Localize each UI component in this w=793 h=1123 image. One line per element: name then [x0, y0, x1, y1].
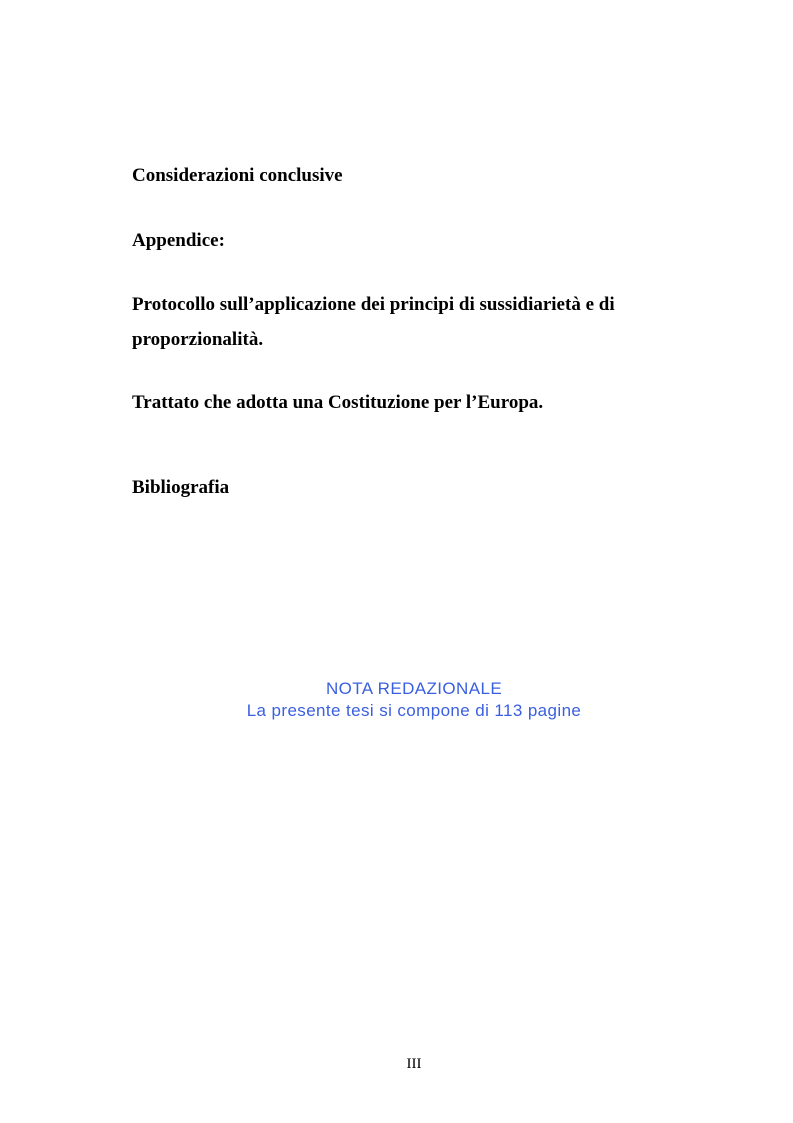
toc-entry-text-line2: proporzionalità. — [132, 329, 264, 350]
editorial-note-title: NOTA REDAZIONALE — [325, 679, 503, 698]
toc-entry-appendice — [132, 223, 225, 258]
toc-entry-text: Bibliografia — [132, 477, 230, 498]
editorial-note — [0, 678, 793, 722]
toc-entry-text: Appendice: — [132, 230, 225, 251]
toc-entry-considerazioni-conclusive — [132, 158, 343, 193]
toc-entry-text-line1: Protocollo sull’applicazione dei principi di sussidiarietà e di — [132, 294, 615, 315]
toc-entry-text: Trattato che adotta una Costituzione per l’Europa. — [132, 392, 544, 413]
page-number: III — [406, 1056, 422, 1072]
toc-entry-protocollo — [132, 287, 615, 357]
editorial-note-text: La presente tesi si compone di 113 pagine — [246, 701, 582, 720]
toc-entry-bibliografia — [132, 470, 229, 505]
toc-entry-trattato — [132, 385, 543, 420]
toc-entry-text: Considerazioni conclusive — [132, 165, 343, 186]
